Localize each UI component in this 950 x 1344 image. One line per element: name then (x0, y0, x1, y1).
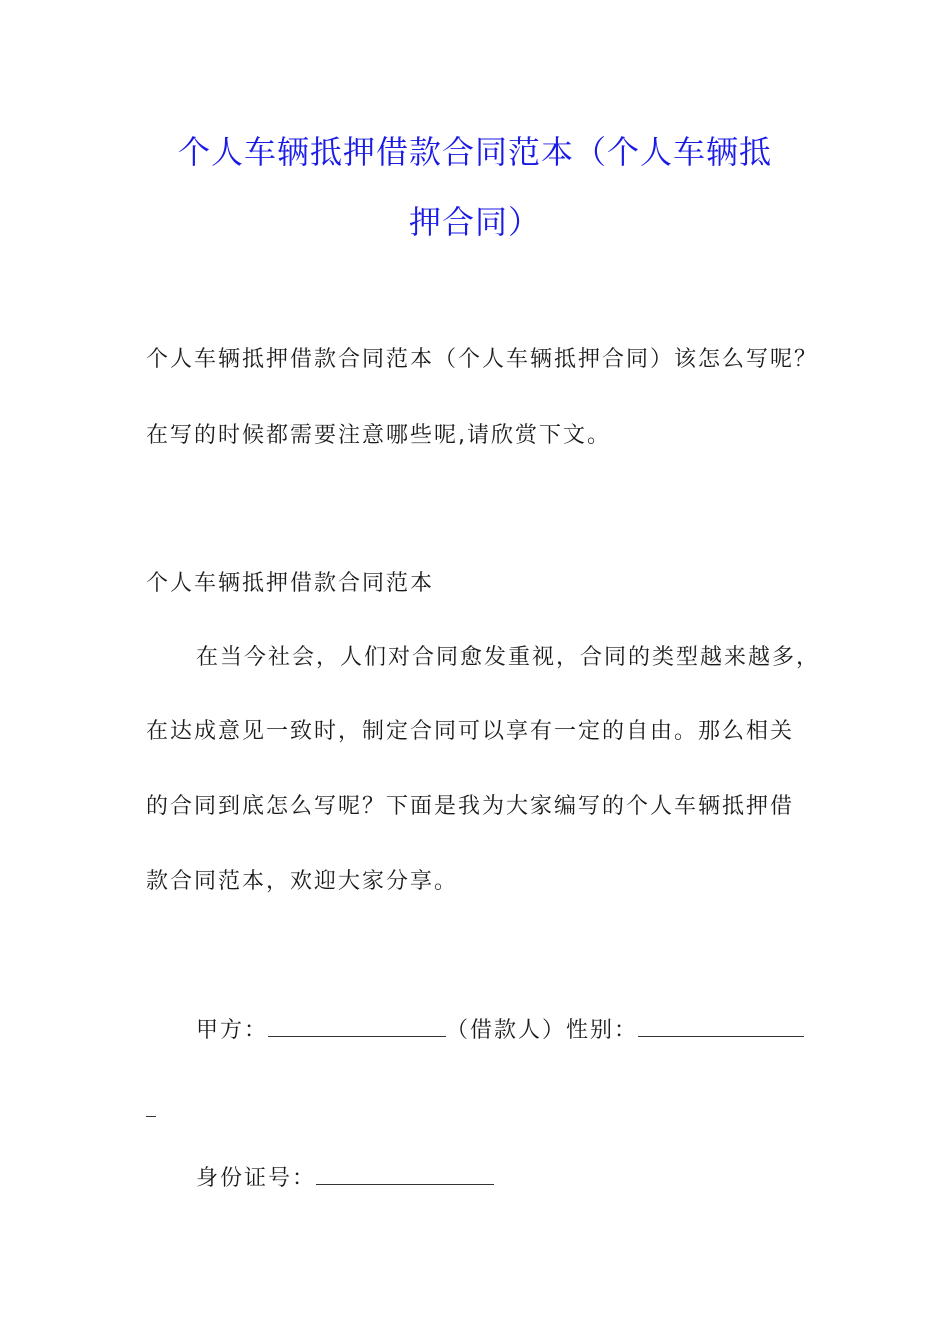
section-heading: 个人车辆抵押借款合同范本 (146, 571, 435, 596)
paragraph-line-1: 在当今社会，人们对合同愈发重视，合同的类型越来越多， (196, 645, 821, 670)
party-a-label: 甲方： (196, 1018, 269, 1043)
party-a-blank[interactable] (268, 1018, 446, 1037)
party-a-row (196, 1018, 804, 1043)
gender-blank-continuation (146, 1116, 156, 1117)
id-number-row (196, 1166, 494, 1191)
intro-line-1: 个人车辆抵押借款合同范本（个人车辆抵押合同）该怎么写呢？ (146, 347, 819, 372)
document-title-line-2: 押合同） (408, 203, 541, 241)
paragraph-line-2: 在达成意见一致时，制定合同可以享有一定的自由。那么相关 (146, 719, 795, 744)
document-title-line-1: 个人车辆抵押借款合同范本（个人车辆抵 (177, 133, 772, 171)
borrower-gender-label: （借款人）性别： (446, 1018, 639, 1043)
id-number-label: 身份证号： (196, 1166, 317, 1191)
paragraph-line-4: 款合同范本，欢迎大家分享。 (146, 869, 459, 894)
intro-line-2: 在写的时候都需要注意哪些呢,请欣赏下文。 (146, 423, 611, 448)
id-number-blank[interactable] (316, 1166, 494, 1185)
gender-blank[interactable] (638, 1018, 804, 1037)
paragraph-line-3: 的合同到底怎么写呢？下面是我为大家编写的个人车辆抵押借 (146, 794, 795, 819)
